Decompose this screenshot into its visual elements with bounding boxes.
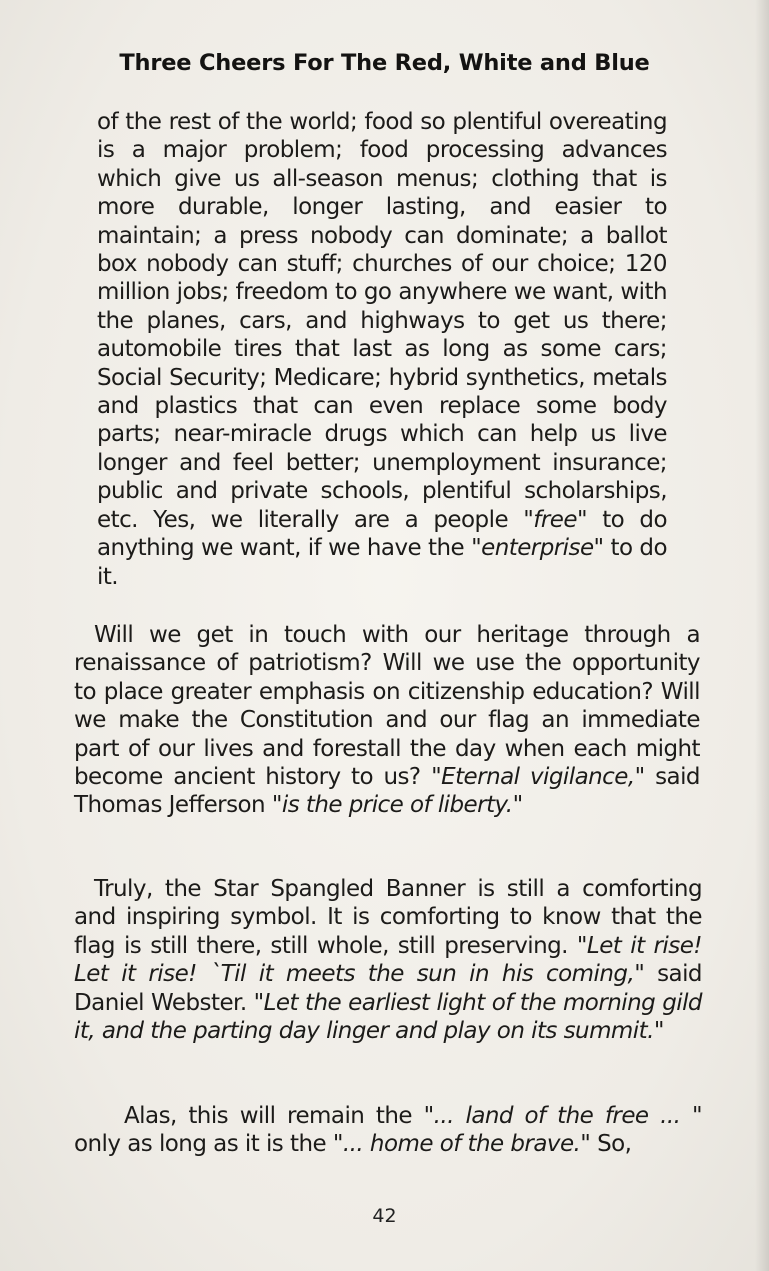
page-number: 42 — [372, 1205, 397, 1227]
paragraph-4-quote-home-of-brave: ... home of the brave." — [342, 1131, 591, 1158]
paragraph-4-text-a: Alas, this will remain the " — [124, 1103, 434, 1129]
running-header: Three Cheers For The Red, White and Blue — [119, 50, 650, 76]
paragraph-3-text-a: Truly, the Star Spangled Banner is still a comforting and inspiring symbol. It is comforting to know that the flag is still there, still whole, still preserving. — [74, 876, 702, 959]
paragraph-3-quote-morning: "Let the earliest light of the morning gild it, and the parting day linger and play on its summit." — [74, 989, 702, 1045]
paragraph-1-text-c: to do it. — [97, 535, 668, 590]
paragraph-4 — [74, 1102, 702, 1159]
paragraph-1-text-a: of the rest of the world; food so plentiful overeating is a major problem; food processing advances which give us all-season menus; clothing that is more durable, longer lasting, and easier to maintain; a press nobody can dominate; a ballot box nobody can stuff; churches of our choice; 120 million jobs; freedom to go anywhere we want, with the planes, cars, and highways to get us there; automobile tires that last as long as some cars; Social Security; Medicare; hybrid synthetics, metals and plastics that can even replace some body parts; near-miracle drugs which can help us live longer and feel better; unemployment insurance; public and private schools, plentiful scholarships, etc. Yes, we literally are a people — [97, 109, 667, 533]
paragraph-4-quote-land-of-free: ... land of the free ... — [433, 1103, 681, 1129]
paragraph-1-emphasis-free: "free" — [523, 506, 587, 533]
paragraph-2-quote-vigilance: "Eternal vigilance," — [431, 764, 645, 791]
paragraph-1-text-b: to do anything we want, if we have the — [97, 506, 667, 562]
paragraph-2 — [74, 621, 700, 820]
paragraph-4-text-b: " only as long as it is the " — [74, 1103, 703, 1158]
paragraph-3-quote-let-it-rise: "Let it rise! Let it rise! `Til it meets the sun in his coming," — [74, 932, 702, 988]
paragraph-2-text-b: said Thomas Jefferson — [74, 764, 700, 819]
paragraph-2-quote-liberty: "is the price of liberty." — [271, 792, 523, 819]
page-edge-shadow — [755, 0, 769, 1271]
paragraph-1-emphasis-enterprise: "enterprise" — [471, 535, 604, 562]
paragraph-3-text-b: said Daniel Webster. — [74, 961, 702, 1016]
paragraph-1 — [97, 108, 667, 591]
paragraph-3 — [74, 875, 702, 1045]
paragraph-2-text-a: Will we get in touch with our heritage through a renaissance of patriotism? Will we use the opportunity to place greater emphasis on citizenship education? Will we make the Constitution and our flag an immediate part of our lives and forestall the day when each might become ancient history to us? — [74, 622, 700, 791]
paragraph-4-text-c: So, — [590, 1131, 632, 1158]
